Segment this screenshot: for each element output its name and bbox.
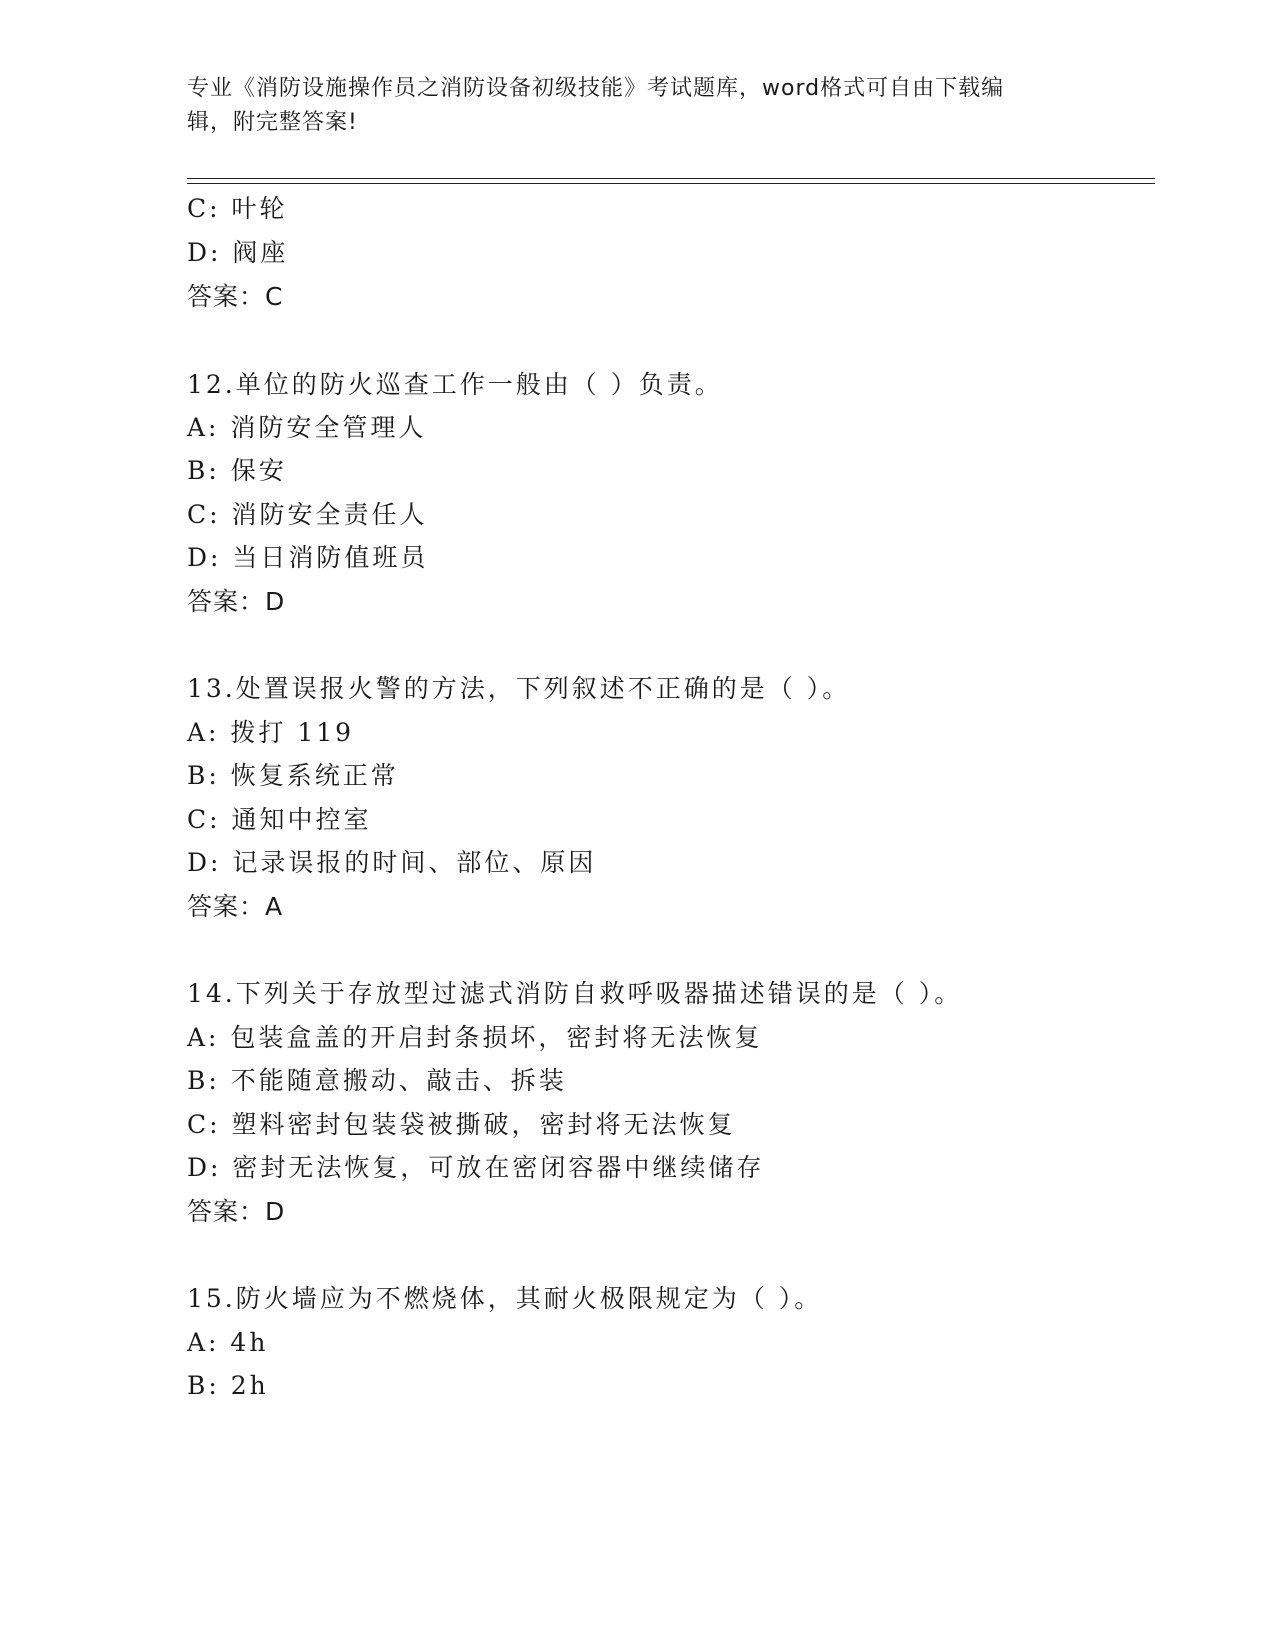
q13-option-a: A: 拨打 119	[187, 718, 355, 747]
q13-answer: 答案：A	[187, 892, 284, 921]
q12-option-d: D: 当日消防值班员	[187, 543, 429, 572]
q15-option-a: A: 4h	[187, 1328, 269, 1357]
header-divider-top	[187, 178, 1155, 179]
q12-stem: 12.单位的防火巡查工作一般由（ ）负责。	[187, 370, 723, 399]
document-header	[187, 72, 1087, 140]
q14-option-a: A: 包装盒盖的开启封条损坏，密封将无法恢复	[187, 1023, 763, 1052]
header-line-1: 专业《消防设施操作员之消防设备初级技能》考试题库，word格式可自由下载编	[187, 76, 1005, 101]
q12-option-a: A: 消防安全管理人	[187, 413, 427, 442]
q15-option-b: B: 2h	[187, 1371, 269, 1400]
prev-answer: 答案：C	[187, 282, 284, 311]
q14-option-c: C: 塑料密封包装袋被撕破，密封将无法恢复	[187, 1110, 736, 1139]
q14-stem: 14.下列关于存放型过滤式消防自救呼吸器描述错误的是（ ）。	[187, 979, 963, 1008]
q14-answer: 答案：D	[187, 1197, 286, 1226]
q12-answer: 答案：D	[187, 587, 286, 616]
prev-option-c: C: 叶轮	[187, 194, 288, 223]
header-divider-bottom	[187, 183, 1155, 184]
q13-stem: 13.处置误报火警的方法，下列叙述不正确的是（ ）。	[187, 674, 851, 703]
q14-option-d: D: 密封无法恢复，可放在密闭容器中继续储存	[187, 1153, 765, 1182]
q13-option-c: C: 通知中控室	[187, 805, 372, 834]
q15-stem: 15.防火墙应为不燃烧体，其耐火极限规定为（ ）。	[187, 1284, 823, 1313]
q14-option-b: B: 不能随意搬动、敲击、拆装	[187, 1066, 567, 1095]
q13-option-b: B: 恢复系统正常	[187, 761, 399, 790]
q13-option-d: D: 记录误报的时间、部位、原因	[187, 848, 597, 877]
q12-option-b: B: 保安	[187, 456, 287, 485]
prev-option-d: D: 阀座	[187, 238, 289, 267]
q12-option-c: C: 消防安全责任人	[187, 500, 428, 529]
header-line-2: 辑，附完整答案!	[187, 110, 358, 135]
